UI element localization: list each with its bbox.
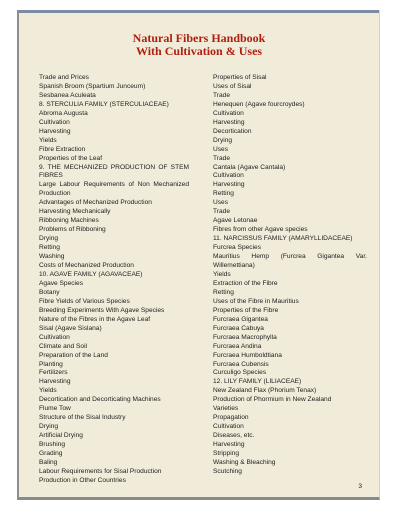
toc-entry: Uses of the Fibre in Mauritius bbox=[213, 297, 299, 305]
toc-entry: Production of Phormium in New Zealand bbox=[213, 396, 332, 404]
toc-entry: Drying bbox=[213, 136, 233, 144]
toc-entry: Henequen (Agave fourcroydes) bbox=[213, 100, 305, 108]
toc-entry: Nature of the Fibres in the Agave Leaf bbox=[39, 315, 151, 323]
toc-entry: Uses bbox=[213, 199, 229, 207]
toc-entry: Harvesting Mechanically bbox=[39, 208, 111, 216]
toc-entry: Uses of Sisal bbox=[213, 82, 252, 90]
toc-entry: Furcraea Cubensis bbox=[213, 360, 269, 368]
toc-entry: Trade bbox=[213, 91, 230, 99]
toc-entry: 10. AGAVE FAMILY (AGAVACEAE) bbox=[39, 270, 143, 278]
toc-entry: Stripping bbox=[213, 450, 240, 458]
toc-entry: Advantages of Mechanized Production bbox=[39, 199, 152, 207]
toc-entry: Cultivation bbox=[39, 118, 70, 126]
toc-entry: Harvesting bbox=[39, 378, 71, 386]
toc-entry: Harvesting bbox=[213, 118, 245, 126]
toc-entry: Agave Letonae bbox=[213, 217, 258, 225]
toc-entry: Retting bbox=[213, 190, 234, 198]
toc-entry: Fertilizers bbox=[39, 369, 68, 377]
toc-entry: Furcraea Macrophylla bbox=[213, 333, 277, 341]
toc-entry: Labour Requirements for Sisal Production bbox=[39, 467, 162, 475]
toc-entry: 12. LILY FAMILY (LILIACEAE) bbox=[213, 378, 302, 386]
toc-entry: Retting bbox=[213, 288, 234, 296]
toc-entry: Harvesting bbox=[213, 441, 245, 449]
toc-entry: Fibres from other Agave species bbox=[213, 226, 308, 234]
toc-entry: 9. THE MECHANIZED PRODUCTION OF STEM bbox=[39, 163, 189, 171]
toc-entry: Uses bbox=[213, 145, 229, 153]
toc-entry: Furcraea Humboldtiana bbox=[213, 351, 282, 359]
toc-entry: Harvesting bbox=[213, 181, 245, 189]
toc-entry: Willemettiana) bbox=[213, 262, 255, 270]
toc-entry: Properties of Sisal bbox=[213, 74, 267, 81]
toc-entry: Sisal (Agave Sislana) bbox=[39, 324, 102, 332]
toc-left-column bbox=[39, 74, 189, 486]
toc-entry: Grading bbox=[39, 450, 63, 458]
toc-entry: Properties of the Leaf bbox=[39, 154, 103, 162]
toc-entry: Mauritius Hemp (Furcrea Gigantea Var. bbox=[213, 253, 367, 261]
toc-entry: Furcraea Gigantea bbox=[213, 315, 268, 323]
toc-entry: Production in Other Countries bbox=[39, 476, 126, 484]
page-number: 3 bbox=[358, 483, 362, 490]
toc-entry: Furcraea Andina bbox=[213, 342, 262, 350]
toc-entry: Costs of Mechanized Production bbox=[39, 262, 134, 270]
toc-entry: 8. STERCULIA FAMILY (STERCULIACEAE) bbox=[39, 100, 169, 108]
toc-entry: Cultivation bbox=[213, 172, 244, 180]
toc-entry: Drying bbox=[39, 423, 59, 431]
toc-entry: Cultivation bbox=[39, 333, 70, 341]
toc-entry: Agave Species bbox=[39, 279, 83, 287]
toc-entry: Large Labour Requirements of Non Mechanized bbox=[39, 181, 189, 189]
toc-right-column bbox=[213, 74, 367, 477]
toc-entry: Washing bbox=[39, 253, 65, 261]
toc-entry: Flume Tow bbox=[39, 405, 71, 413]
toc-entry: Diseases, etc. bbox=[213, 432, 255, 440]
toc-entry: Furcrea Species bbox=[213, 244, 262, 252]
toc-entry: Fibre Yields of Various Species bbox=[39, 297, 130, 305]
toc-entry: Ribboning Machines bbox=[39, 217, 99, 225]
toc-entry: New Zealand Flax (Phorium Tenax) bbox=[213, 387, 317, 395]
page-subtitle: With Cultivation & Uses bbox=[135, 44, 263, 58]
toc-entry: Planting bbox=[39, 360, 63, 368]
toc-entry: Abroma Augusta bbox=[39, 109, 88, 117]
toc-entry: Cantala (Agave Cantala) bbox=[213, 163, 286, 171]
toc-entry: Propagation bbox=[213, 414, 249, 422]
toc-entry: Furcraea Cabuya bbox=[213, 324, 264, 332]
toc-entry: Yields bbox=[39, 136, 57, 144]
toc-entry: Brushing bbox=[39, 441, 66, 449]
toc-entry: Botany bbox=[39, 288, 60, 296]
toc-entry: Yields bbox=[39, 387, 57, 395]
toc-entry: Fibre Extraction bbox=[39, 145, 86, 153]
toc-entry: Breeding Experiments With Agave Species bbox=[39, 306, 165, 314]
toc-entry: Varieties bbox=[213, 405, 239, 413]
toc-entry: Curculigo Species bbox=[213, 369, 267, 377]
toc-entry: Baling bbox=[39, 458, 58, 466]
page-title: Natural Fibers Handbook bbox=[132, 31, 266, 45]
toc-entry: Spanish Broom (Spartium Junceum) bbox=[39, 82, 146, 90]
toc-entry: Structure of the Sisal Industry bbox=[39, 414, 126, 422]
toc-entry: Washing & Bleaching bbox=[213, 458, 276, 466]
toc-entry: Yields bbox=[213, 270, 231, 278]
toc-entry: Decortication and Decorticating Machines bbox=[39, 396, 161, 404]
document-page bbox=[17, 10, 380, 500]
toc-entry: Production bbox=[39, 190, 71, 198]
toc-entry: Artificial Drying bbox=[39, 432, 83, 440]
toc-entry: Climate and Soil bbox=[39, 342, 88, 350]
toc-entry: Trade bbox=[213, 154, 230, 162]
toc-entry: 11. NARCISSUS FAMILY (AMARYLLIDACEAE) bbox=[213, 235, 353, 243]
toc-entry: Trade bbox=[213, 208, 230, 216]
toc-entry: Extraction of the Fibre bbox=[213, 279, 278, 287]
toc-entry: Cultivation bbox=[213, 423, 244, 431]
toc-entry: Drying bbox=[39, 235, 59, 243]
top-border-rule bbox=[19, 10, 379, 13]
toc-entry: Retting bbox=[39, 244, 60, 252]
toc-entry: Trade and Prices bbox=[39, 74, 89, 81]
toc-entry: Harvesting bbox=[39, 127, 71, 135]
toc-entry: Decortication bbox=[213, 127, 252, 135]
toc-entry: Scutching bbox=[213, 467, 242, 475]
toc-entry: Cultivation bbox=[213, 109, 244, 117]
toc-entry: Sesbanea Aculeata bbox=[39, 91, 96, 99]
toc-entry: FIBRES bbox=[39, 172, 63, 180]
toc-entry: Problems of Ribboning bbox=[39, 226, 106, 234]
toc-entry: Properties of the Fibre bbox=[213, 306, 279, 314]
toc-entry: Preparation of the Land bbox=[39, 351, 108, 359]
